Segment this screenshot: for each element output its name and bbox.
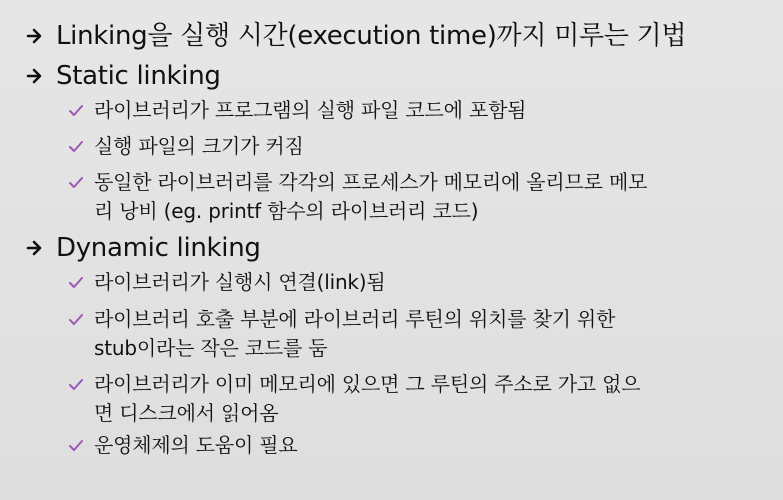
checkmark-icon <box>68 168 94 197</box>
heading-bullet-static-linking <box>26 59 221 93</box>
heading-text: Dynamic linking <box>56 233 261 263</box>
sub-bullet-text: 라이브러리가 실행시 연결(link)됨 <box>94 270 386 294</box>
checkmark-icon <box>68 305 94 334</box>
sub-bullet-dynamic-2-continuation <box>68 334 783 363</box>
sub-bullet-text: stub이라는 작은 코드를 둠 <box>94 336 328 360</box>
checkmark-icon <box>68 96 94 125</box>
sub-bullet-static-2 <box>68 132 783 161</box>
sub-bullet-text: 동일한 라이브러리를 각각의 프로세스가 메모리에 올리므로 메모 <box>94 170 648 194</box>
sub-bullet-dynamic-1 <box>68 268 783 297</box>
heading-text: Static linking <box>56 61 221 91</box>
sub-bullet-dynamic-3 <box>68 370 783 399</box>
sub-bullet-static-3-continuation <box>68 197 783 226</box>
sub-bullet-dynamic-4 <box>68 431 783 460</box>
sub-bullet-text: 운영체제의 도움이 필요 <box>94 433 298 457</box>
sub-bullet-text: 라이브러리 호출 부분에 라이브러리 루틴의 위치를 찾기 위한 <box>94 307 616 331</box>
sub-bullet-text: 면 디스크에서 읽어옴 <box>94 401 279 425</box>
sub-bullet-dynamic-2 <box>68 305 783 334</box>
checkmark-icon <box>68 132 94 161</box>
arrow-bullet-icon <box>26 59 56 93</box>
heading-text: Linking을 실행 시간(execution time)까지 미루는 기법 <box>56 21 687 51</box>
checkmark-icon <box>68 268 94 297</box>
sub-bullet-text: 실행 파일의 크기가 커짐 <box>94 134 304 158</box>
sub-bullet-static-3 <box>68 168 783 197</box>
arrow-bullet-icon <box>26 19 56 53</box>
sub-bullet-dynamic-3-continuation <box>68 399 783 428</box>
arrow-bullet-icon <box>26 231 56 265</box>
checkmark-icon <box>68 431 94 460</box>
sub-bullet-text: 라이브러리가 이미 메모리에 있으면 그 루틴의 주소로 가고 없으 <box>94 372 641 396</box>
sub-bullet-text: 리 낭비 (eg. printf 함수의 라이브러리 코드) <box>94 199 479 223</box>
checkmark-icon <box>68 370 94 399</box>
sub-bullet-text: 라이브러리가 프로그램의 실행 파일 코드에 포함됨 <box>94 98 527 122</box>
heading-bullet-dynamic-linking <box>26 231 261 265</box>
sub-bullet-static-1 <box>68 96 783 125</box>
heading-bullet-deferred-linking <box>26 19 686 53</box>
